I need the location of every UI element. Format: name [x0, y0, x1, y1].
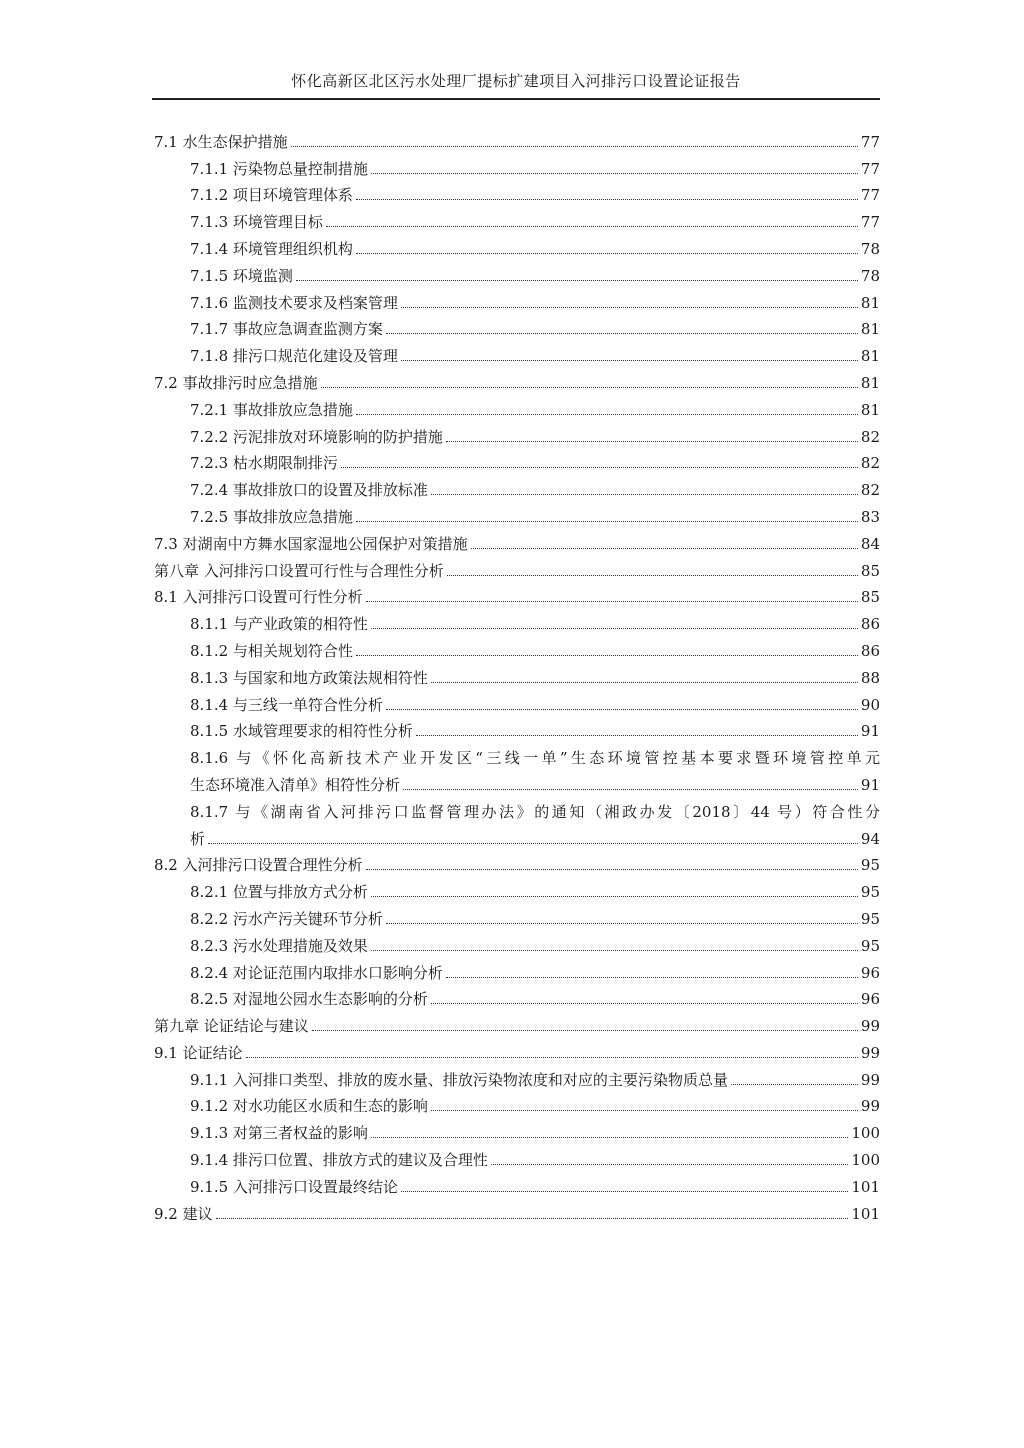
toc-entry[interactable]	[154, 178, 880, 205]
toc-entry[interactable]	[154, 687, 880, 714]
toc-entry[interactable]	[154, 982, 880, 1009]
toc-entry-chapter[interactable]	[154, 553, 880, 580]
dot-leader	[401, 360, 858, 361]
toc-entry[interactable]	[154, 901, 880, 928]
dot-leader	[371, 173, 858, 174]
toc-entry-page: 77	[860, 186, 880, 205]
report-title: 怀化高新区北区污水处理厂提标扩建项目入河排污口设置论证报告	[291, 72, 741, 90]
toc-entry[interactable]	[154, 1115, 880, 1142]
dot-leader	[431, 494, 858, 495]
toc-entry-title: 9.1.3 对第三者权益的影响	[190, 1124, 368, 1143]
toc-entry-title: 8.1.3 与国家和地方政策法规相符性	[190, 668, 428, 687]
toc-entry[interactable]	[154, 1196, 880, 1223]
dot-leader	[401, 1191, 848, 1192]
toc-entry-title-line1: 8.1.7 与《湖南省入河排污口监督管理办法》的通知（湘政办发〔2018〕44 号）符合性分	[190, 802, 880, 821]
dot-leader	[431, 1110, 858, 1111]
toc-entry-title: 7.1.2 项目环境管理体系	[190, 186, 353, 205]
toc-entry-title: 7.1.5 环境监测	[190, 266, 293, 285]
toc-entry-page: 83	[860, 507, 880, 526]
dot-leader	[491, 1164, 848, 1165]
dot-leader	[401, 307, 858, 308]
toc-entry-page: 99	[860, 1017, 880, 1036]
toc-entry-page: 85	[860, 588, 880, 607]
toc-entry-title: 8.1.2 与相关规划符合性	[190, 641, 353, 660]
toc-entry[interactable]	[154, 472, 880, 499]
toc-entry-title: 8.1.1 与产业政策的相符性	[190, 615, 368, 634]
toc-entry-page: 99	[860, 1043, 880, 1062]
toc-entry-title: 8.1 入河排污口设置可行性分析	[154, 588, 363, 607]
toc-entry-chapter[interactable]	[154, 1008, 880, 1035]
toc-entry[interactable]	[154, 1035, 880, 1062]
toc-entry-page: 82	[860, 454, 880, 473]
toc-entry[interactable]	[154, 928, 880, 955]
toc-entry-title: 第九章 论证结论与建议	[154, 1017, 309, 1036]
toc-entry[interactable]	[154, 955, 880, 982]
toc-entry-page: 77	[860, 159, 880, 178]
dot-leader	[366, 601, 858, 602]
dot-leader	[446, 441, 858, 442]
toc-entry[interactable]	[154, 392, 880, 419]
dot-leader	[386, 709, 858, 710]
toc-entry-title: 7.3 对湖南中方舞水国家湿地公园保护对策措施	[154, 534, 468, 553]
toc-entry-page: 82	[860, 427, 880, 446]
toc-entry-page: 91	[860, 722, 880, 741]
toc-entry-title: 7.2 事故排污时应急措施	[154, 373, 318, 392]
dot-leader	[356, 655, 858, 656]
toc-entry[interactable]	[154, 151, 880, 178]
toc-entry[interactable]	[154, 312, 880, 339]
toc-entry-page: 95	[860, 909, 880, 928]
dot-leader	[431, 682, 858, 683]
toc-entry-page: 99	[860, 1097, 880, 1116]
toc-entry-title-line2: 析	[190, 829, 206, 848]
toc-entry-page: 86	[860, 641, 880, 660]
dot-leader	[356, 414, 858, 415]
dot-leader	[246, 1057, 858, 1058]
toc-entry-title: 8.2 入河排污口设置合理性分析	[154, 856, 363, 875]
toc-entry[interactable]	[154, 606, 880, 633]
toc-entry[interactable]	[154, 124, 880, 151]
toc-entry-title: 7.2.1 事故排放应急措施	[190, 400, 353, 419]
dot-leader	[431, 1003, 858, 1004]
toc-entry-page: 77	[860, 132, 880, 151]
toc-entry-page: 94	[860, 829, 880, 848]
dot-leader	[366, 869, 858, 870]
dot-leader	[356, 199, 858, 200]
toc-entry-title: 9.1.5 入河排污口设置最终结论	[190, 1177, 398, 1196]
dot-leader	[403, 789, 858, 790]
toc-entry[interactable]	[154, 231, 880, 258]
dot-leader	[471, 548, 858, 549]
toc-entry-page: 101	[851, 1204, 880, 1223]
dot-leader	[371, 950, 858, 951]
toc-entry-title: 8.2.4 对论证范围内取排水口影响分析	[190, 963, 443, 982]
toc-entry-page: 99	[860, 1070, 880, 1089]
dot-leader	[447, 575, 858, 576]
toc-entry[interactable]	[154, 580, 880, 607]
toc-entry-title: 7.1.3 环境管理目标	[190, 213, 323, 232]
toc-entry-title: 7.2.2 污泥排放对环境影响的防护措施	[190, 427, 443, 446]
toc-entry-page: 95	[860, 856, 880, 875]
toc-entry-title: 7.1.4 环境管理组织机构	[190, 239, 353, 258]
table-of-contents	[154, 124, 880, 1223]
toc-entry-title: 7.2.5 事故排放应急措施	[190, 507, 353, 526]
dot-leader	[386, 923, 858, 924]
dot-leader	[326, 226, 858, 227]
toc-entry[interactable]	[154, 1089, 880, 1116]
toc-entry[interactable]	[154, 660, 880, 687]
toc-entry-title: 8.2.1 位置与排放方式分析	[190, 883, 368, 902]
toc-entry-title: 7.2.3 枯水期限制排污	[190, 454, 338, 473]
dot-leader	[296, 280, 858, 281]
toc-entry[interactable]	[154, 419, 880, 446]
toc-entry[interactable]	[154, 1142, 880, 1169]
toc-entry-page: 77	[860, 213, 880, 232]
toc-entry[interactable]	[154, 1169, 880, 1196]
toc-entry-page: 78	[860, 266, 880, 285]
toc-entry-title: 8.2.2 污水产污关键环节分析	[190, 909, 383, 928]
toc-entry-multiline[interactable]	[154, 794, 880, 848]
toc-entry-title: 8.1.5 水域管理要求的相符性分析	[190, 722, 413, 741]
toc-entry[interactable]	[154, 258, 880, 285]
toc-entry-title: 9.1.4 排污口位置、排放方式的建议及合理性	[190, 1151, 488, 1170]
toc-entry-title: 7.1.8 排污口规范化建设及管理	[190, 347, 398, 366]
dot-leader	[356, 521, 858, 522]
toc-entry-page: 96	[860, 990, 880, 1009]
toc-entry[interactable]	[154, 285, 880, 312]
toc-entry-title: 9.1.2 对水功能区水质和生态的影响	[190, 1097, 428, 1116]
toc-entry[interactable]	[154, 446, 880, 473]
dot-leader	[416, 735, 858, 736]
toc-entry-title: 9.1 论证结论	[154, 1043, 243, 1062]
dot-leader	[386, 333, 858, 334]
toc-entry[interactable]	[154, 633, 880, 660]
toc-entry-page: 84	[860, 534, 880, 553]
toc-entry-multiline[interactable]	[154, 740, 880, 794]
toc-entry[interactable]	[154, 338, 880, 365]
dot-leader	[216, 1218, 849, 1219]
dot-leader	[341, 467, 858, 468]
dot-leader	[371, 1137, 848, 1138]
toc-entry-title: 7.1.1 污染物总量控制措施	[190, 159, 368, 178]
toc-entry-page: 85	[860, 561, 880, 580]
toc-entry-page: 95	[860, 883, 880, 902]
toc-entry-title: 第八章 入河排污口设置可行性与合理性分析	[154, 561, 444, 580]
toc-entry-page: 82	[860, 481, 880, 500]
toc-entry-title: 7.1.6 监测技术要求及档案管理	[190, 293, 398, 312]
toc-entry-title: 7.1 水生态保护措施	[154, 132, 288, 151]
dot-leader	[321, 387, 858, 388]
toc-entry-page: 81	[860, 373, 880, 392]
toc-entry-title: 7.1.7 事故应急调查监测方案	[190, 320, 383, 339]
toc-entry-page: 81	[860, 400, 880, 419]
dot-leader	[371, 896, 858, 897]
toc-entry[interactable]	[154, 499, 880, 526]
toc-entry-page: 96	[860, 963, 880, 982]
toc-entry[interactable]	[154, 526, 880, 553]
toc-entry-page: 101	[851, 1177, 880, 1196]
toc-entry[interactable]	[154, 204, 880, 231]
dot-leader	[371, 628, 858, 629]
toc-entry-page: 95	[860, 936, 880, 955]
toc-entry-title-line1: 8.1.6 与《怀化高新技术产业开发区“三线一单”生态环境管控基本要求暨环境管控单元	[190, 749, 880, 768]
toc-entry-title: 8.2.5 对湿地公园水生态影响的分析	[190, 990, 428, 1009]
page-header	[152, 72, 880, 100]
toc-entry-page: 86	[860, 615, 880, 634]
toc-entry-page: 81	[860, 293, 880, 312]
toc-entry[interactable]	[154, 1062, 880, 1089]
toc-entry-page: 81	[860, 347, 880, 366]
dot-leader	[312, 1030, 858, 1031]
dot-leader	[446, 977, 858, 978]
toc-entry-page: 91	[860, 775, 880, 794]
toc-entry-title: 8.1.4 与三线一单符合性分析	[190, 695, 383, 714]
toc-entry[interactable]	[154, 874, 880, 901]
toc-entry-page: 100	[851, 1151, 880, 1170]
toc-entry-title: 9.2 建议	[154, 1204, 213, 1223]
toc-entry-title: 8.2.3 污水处理措施及效果	[190, 936, 368, 955]
dot-leader	[356, 253, 858, 254]
toc-entry-page: 100	[851, 1124, 880, 1143]
toc-entry-page: 90	[860, 695, 880, 714]
toc-entry-title: 7.2.4 事故排放口的设置及排放标准	[190, 481, 428, 500]
toc-entry-title-line2: 生态环境准入清单》相符性分析	[190, 775, 401, 794]
toc-entry-page: 88	[860, 668, 880, 687]
dot-leader	[208, 843, 858, 844]
toc-entry-page: 81	[860, 320, 880, 339]
toc-entry[interactable]	[154, 714, 880, 741]
toc-entry[interactable]	[154, 365, 880, 392]
dot-leader	[291, 146, 858, 147]
toc-entry-title: 9.1.1 入河排口类型、排放的废水量、排放污染物浓度和对应的主要污染物质总量	[190, 1070, 728, 1089]
toc-entry-page: 78	[860, 239, 880, 258]
dot-leader	[731, 1084, 858, 1085]
toc-entry[interactable]	[154, 848, 880, 875]
